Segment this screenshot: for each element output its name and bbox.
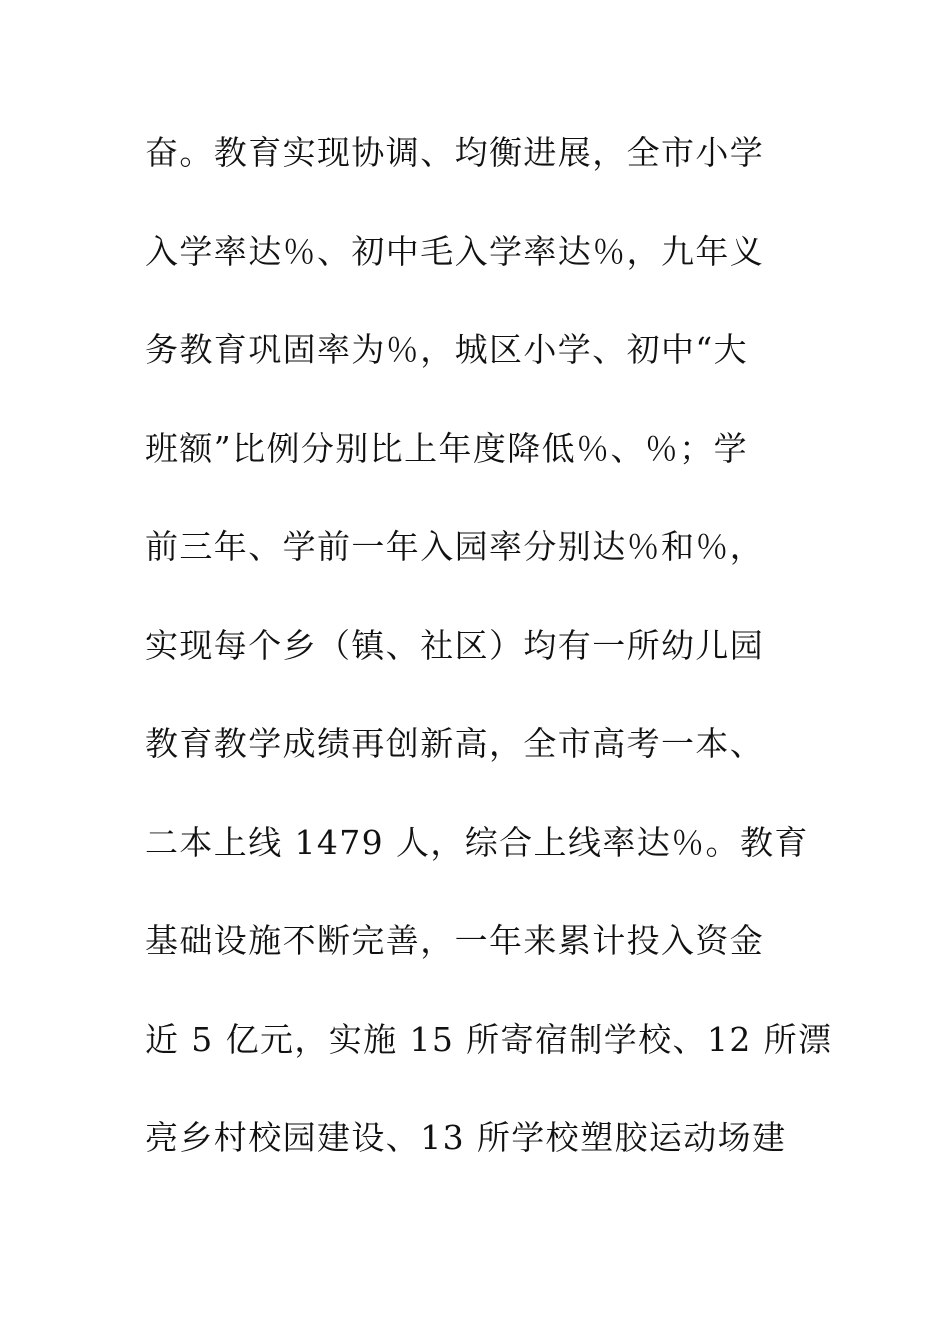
text-line: 亮乡村校园建设、13 所学校塑胶运动场建 [145, 1118, 787, 1157]
text-line: 基础设施不断完善，一年来累计投入资金 [145, 921, 765, 960]
body-paragraph [145, 128, 833, 1212]
text-line: 前三年、学前一年入园率分别达％和％， [145, 527, 765, 566]
text-line: 奋。教育实现协调、均衡进展，全市小学 [145, 133, 765, 172]
text-line: 二本上线 1479 人，综合上线率达％。教育 [145, 822, 809, 862]
text-line: 入学率达％、初中毛入学率达％，九年义 [145, 231, 765, 271]
text-line: 实现每个乡（镇、社区）均有一所幼儿园 [145, 625, 765, 665]
text-line: 近 5 亿元，实施 15 所寄宿制学校、12 所漂 [145, 1019, 833, 1059]
text-line: 班额”比例分别比上年度降低％、％；学 [145, 428, 749, 468]
text-line: 务教育巩固率为％，城区小学、初中“大 [145, 330, 749, 369]
text-line: 教育教学成绩再创新高，全市高考一本、 [145, 724, 765, 763]
